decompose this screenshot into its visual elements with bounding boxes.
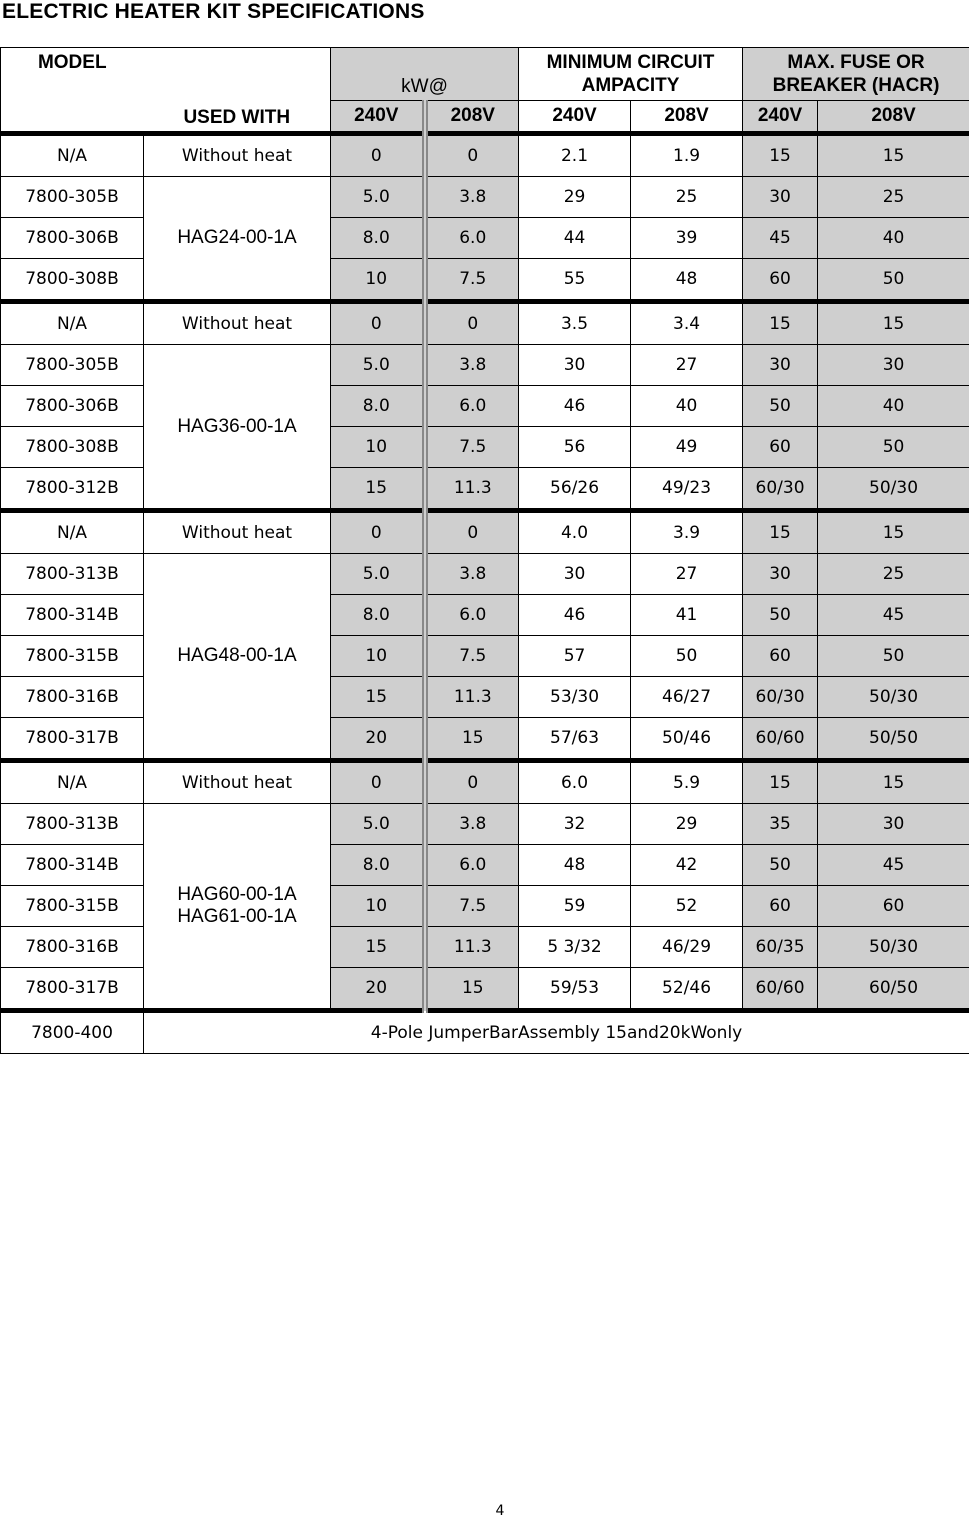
- cell-kw-240v: 10: [331, 427, 425, 468]
- cell-kw-240v: 20: [331, 968, 425, 1011]
- cell-used-with-unit: [144, 177, 331, 302]
- cell-mca-240v: 46: [519, 595, 631, 636]
- cell-fuse-208v: 15: [818, 302, 969, 345]
- cell-model: 7800-400: [1, 1011, 144, 1054]
- cell-model: 7800-314B: [1, 845, 144, 886]
- cell-fuse-208v: 50: [818, 427, 969, 468]
- cell-fuse-240v: 60: [743, 259, 818, 302]
- cell-mca-208v: 48: [631, 259, 743, 302]
- cell-model: 7800-308B: [1, 427, 144, 468]
- cell-kw-240v: 15: [331, 927, 425, 968]
- cell-model: 7800-305B: [1, 345, 144, 386]
- cell-model: 7800-315B: [1, 636, 144, 677]
- cell-kw-208v: 7.5: [425, 427, 519, 468]
- cell-fuse-208v: 50: [818, 259, 969, 302]
- cell-fuse-208v: 60: [818, 886, 969, 927]
- table-row-no-heat: [1, 134, 969, 177]
- cell-kw-240v: 5.0: [331, 804, 425, 845]
- cell-used-with-unit: [144, 804, 331, 1011]
- page-title: ELECTRIC HEATER KIT SPECIFICATIONS: [2, 0, 425, 24]
- cell-fuse-240v: 60/60: [743, 968, 818, 1011]
- cell-fuse-240v: 30: [743, 554, 818, 595]
- cell-kw-208v: 15: [425, 718, 519, 761]
- cell-mca-208v: 3.9: [631, 511, 743, 554]
- cell-used-with: Without heat: [144, 761, 331, 804]
- cell-fuse-240v: 45: [743, 218, 818, 259]
- cell-mca-240v: 44: [519, 218, 631, 259]
- header-mca-208v: 208V: [631, 101, 743, 134]
- cell-kw-208v: 6.0: [425, 845, 519, 886]
- cell-mca-208v: 52: [631, 886, 743, 927]
- cell-mca-240v: 57: [519, 636, 631, 677]
- cell-kw-240v: 10: [331, 886, 425, 927]
- cell-fuse-208v: 50/30: [818, 468, 969, 511]
- cell-kw-240v: 0: [331, 134, 425, 177]
- cell-model: N/A: [1, 761, 144, 804]
- cell-kw-240v: 8.0: [331, 386, 425, 427]
- cell-kw-208v: 3.8: [425, 177, 519, 218]
- cell-fuse-208v: 15: [818, 761, 969, 804]
- table-row-no-heat: [1, 761, 969, 804]
- cell-fuse-208v: 25: [818, 177, 969, 218]
- cell-kw-208v: 0: [425, 302, 519, 345]
- cell-mca-208v: 27: [631, 554, 743, 595]
- cell-mca-208v: 49/23: [631, 468, 743, 511]
- cell-fuse-208v: 60/50: [818, 968, 969, 1011]
- cell-fuse-208v: 40: [818, 386, 969, 427]
- table-row-footer: [1, 1011, 969, 1054]
- cell-kw-240v: 20: [331, 718, 425, 761]
- cell-kw-208v: 15: [425, 968, 519, 1011]
- cell-kw-208v: 7.5: [425, 636, 519, 677]
- header-kw-208v: 208V: [425, 101, 519, 134]
- cell-model: 7800-315B: [1, 886, 144, 927]
- cell-fuse-240v: 50: [743, 845, 818, 886]
- spec-table-body: [1, 134, 969, 1054]
- cell-model: 7800-313B: [1, 804, 144, 845]
- cell-fuse-240v: 50: [743, 595, 818, 636]
- cell-fuse-240v: 60: [743, 427, 818, 468]
- cell-kw-208v: 11.3: [425, 468, 519, 511]
- cell-fuse-240v: 60/35: [743, 927, 818, 968]
- footer-note-cell: 4-Pole JumperBarAssembly 15and20kWonly: [144, 1011, 969, 1054]
- header-fuse-208v: 208V: [818, 101, 969, 134]
- header-max-fuse: MAX. FUSE OR BREAKER (HACR): [743, 48, 969, 101]
- cell-kw-240v: 0: [331, 511, 425, 554]
- cell-mca-240v: 57/63: [519, 718, 631, 761]
- cell-mca-240v: 30: [519, 554, 631, 595]
- cell-used-with-unit: [144, 345, 331, 511]
- cell-model: 7800-317B: [1, 718, 144, 761]
- cell-fuse-240v: 15: [743, 302, 818, 345]
- cell-kw-208v: 6.0: [425, 595, 519, 636]
- cell-kw-208v: 6.0: [425, 386, 519, 427]
- cell-model: N/A: [1, 511, 144, 554]
- cell-fuse-208v: 40: [818, 218, 969, 259]
- cell-model: 7800-313B: [1, 554, 144, 595]
- cell-kw-208v: 3.8: [425, 554, 519, 595]
- cell-model: 7800-306B: [1, 218, 144, 259]
- cell-fuse-208v: 30: [818, 804, 969, 845]
- cell-fuse-208v: 30: [818, 345, 969, 386]
- cell-kw-208v: 6.0: [425, 218, 519, 259]
- header-min-circuit-ampacity: MINIMUM CIRCUIT AMPACITY: [519, 48, 743, 101]
- cell-mca-208v: 27: [631, 345, 743, 386]
- cell-kw-240v: 8.0: [331, 595, 425, 636]
- cell-model: 7800-305B: [1, 177, 144, 218]
- cell-mca-208v: 5.9: [631, 761, 743, 804]
- cell-model: 7800-312B: [1, 468, 144, 511]
- cell-fuse-208v: 50/50: [818, 718, 969, 761]
- cell-fuse-208v: 15: [818, 134, 969, 177]
- cell-mca-208v: 52/46: [631, 968, 743, 1011]
- cell-mca-240v: 2.1: [519, 134, 631, 177]
- cell-kw-240v: 15: [331, 468, 425, 511]
- cell-model: 7800-314B: [1, 595, 144, 636]
- cell-kw-208v: 11.3: [425, 927, 519, 968]
- cell-fuse-208v: 50/30: [818, 677, 969, 718]
- cell-kw-240v: 10: [331, 636, 425, 677]
- header-fuse-240v: 240V: [743, 101, 818, 134]
- cell-fuse-240v: 30: [743, 345, 818, 386]
- header-row-top: [1, 48, 969, 101]
- cell-mca-240v: 55: [519, 259, 631, 302]
- cell-fuse-208v: 45: [818, 845, 969, 886]
- header-kw: kW@: [331, 48, 519, 101]
- header-kw-240v: 240V: [331, 101, 425, 134]
- cell-mca-208v: 29: [631, 804, 743, 845]
- cell-mca-208v: 1.9: [631, 134, 743, 177]
- cell-kw-208v: 0: [425, 134, 519, 177]
- cell-model: 7800-306B: [1, 386, 144, 427]
- cell-fuse-208v: 50/30: [818, 927, 969, 968]
- cell-mca-208v: 40: [631, 386, 743, 427]
- cell-mca-240v: 4.0: [519, 511, 631, 554]
- cell-kw-208v: 3.8: [425, 345, 519, 386]
- cell-kw-208v: 11.3: [425, 677, 519, 718]
- cell-fuse-240v: 60/30: [743, 677, 818, 718]
- cell-model: 7800-317B: [1, 968, 144, 1011]
- cell-fuse-240v: 60/60: [743, 718, 818, 761]
- cell-kw-240v: 5.0: [331, 554, 425, 595]
- cell-kw-208v: 7.5: [425, 259, 519, 302]
- cell-mca-208v: 41: [631, 595, 743, 636]
- cell-kw-240v: 0: [331, 761, 425, 804]
- used-with-line: HAG24-00-1A: [144, 227, 330, 249]
- table-row-no-heat: [1, 511, 969, 554]
- cell-fuse-240v: 60: [743, 636, 818, 677]
- cell-fuse-240v: 60: [743, 886, 818, 927]
- cell-used-with: Without heat: [144, 134, 331, 177]
- cell-mca-240v: 29: [519, 177, 631, 218]
- cell-mca-208v: 50/46: [631, 718, 743, 761]
- cell-kw-240v: 0: [331, 302, 425, 345]
- cell-fuse-240v: 35: [743, 804, 818, 845]
- cell-fuse-240v: 15: [743, 134, 818, 177]
- cell-mca-240v: 59: [519, 886, 631, 927]
- cell-mca-208v: 46/29: [631, 927, 743, 968]
- cell-fuse-240v: 60/30: [743, 468, 818, 511]
- header-used-with: USED WITH: [144, 48, 331, 134]
- cell-fuse-208v: 25: [818, 554, 969, 595]
- cell-mca-208v: 50: [631, 636, 743, 677]
- cell-mca-240v: 59/53: [519, 968, 631, 1011]
- cell-kw-240v: 5.0: [331, 345, 425, 386]
- cell-mca-240v: 56/26: [519, 468, 631, 511]
- cell-mca-240v: 46: [519, 386, 631, 427]
- cell-model: 7800-308B: [1, 259, 144, 302]
- table-row: [1, 177, 969, 218]
- cell-fuse-208v: 15: [818, 511, 969, 554]
- used-with-line: HAG48-00-1A: [144, 645, 330, 667]
- cell-mca-240v: 3.5: [519, 302, 631, 345]
- cell-kw-240v: 5.0: [331, 177, 425, 218]
- cell-fuse-240v: 15: [743, 761, 818, 804]
- cell-used-with: Without heat: [144, 511, 331, 554]
- cell-mca-240v: 56: [519, 427, 631, 468]
- cell-mca-240v: 5 3/32: [519, 927, 631, 968]
- cell-kw-240v: 8.0: [331, 218, 425, 259]
- cell-used-with-unit: [144, 554, 331, 761]
- table-row-no-heat: [1, 302, 969, 345]
- table-row: [1, 554, 969, 595]
- cell-fuse-240v: 50: [743, 386, 818, 427]
- cell-kw-208v: 0: [425, 511, 519, 554]
- page-number: 4: [0, 1503, 969, 1519]
- cell-kw-240v: 10: [331, 259, 425, 302]
- cell-fuse-240v: 15: [743, 511, 818, 554]
- table-row: [1, 804, 969, 845]
- table-row: [1, 345, 969, 386]
- cell-mca-240v: 53/30: [519, 677, 631, 718]
- used-with-line: HAG61-00-1A: [144, 906, 330, 928]
- cell-mca-208v: 39: [631, 218, 743, 259]
- cell-kw-208v: 0: [425, 761, 519, 804]
- cell-mca-208v: 46/27: [631, 677, 743, 718]
- cell-mca-240v: 32: [519, 804, 631, 845]
- cell-fuse-240v: 30: [743, 177, 818, 218]
- cell-fuse-208v: 45: [818, 595, 969, 636]
- cell-mca-208v: 49: [631, 427, 743, 468]
- cell-used-with: Without heat: [144, 302, 331, 345]
- cell-mca-208v: 25: [631, 177, 743, 218]
- header-mca-240v: 240V: [519, 101, 631, 134]
- cell-fuse-208v: 50: [818, 636, 969, 677]
- cell-model: N/A: [1, 302, 144, 345]
- cell-model: 7800-316B: [1, 677, 144, 718]
- cell-kw-240v: 8.0: [331, 845, 425, 886]
- cell-mca-208v: 42: [631, 845, 743, 886]
- header-model: MODEL: [1, 48, 144, 134]
- used-with-line: HAG36-00-1A: [144, 416, 330, 438]
- cell-mca-240v: 6.0: [519, 761, 631, 804]
- cell-kw-208v: 3.8: [425, 804, 519, 845]
- spec-table: [0, 47, 969, 1054]
- cell-mca-208v: 3.4: [631, 302, 743, 345]
- used-with-line: HAG60-00-1A: [144, 884, 330, 906]
- cell-model: 7800-316B: [1, 927, 144, 968]
- cell-model: N/A: [1, 134, 144, 177]
- cell-kw-208v: 7.5: [425, 886, 519, 927]
- cell-kw-240v: 15: [331, 677, 425, 718]
- cell-mca-240v: 48: [519, 845, 631, 886]
- cell-mca-240v: 30: [519, 345, 631, 386]
